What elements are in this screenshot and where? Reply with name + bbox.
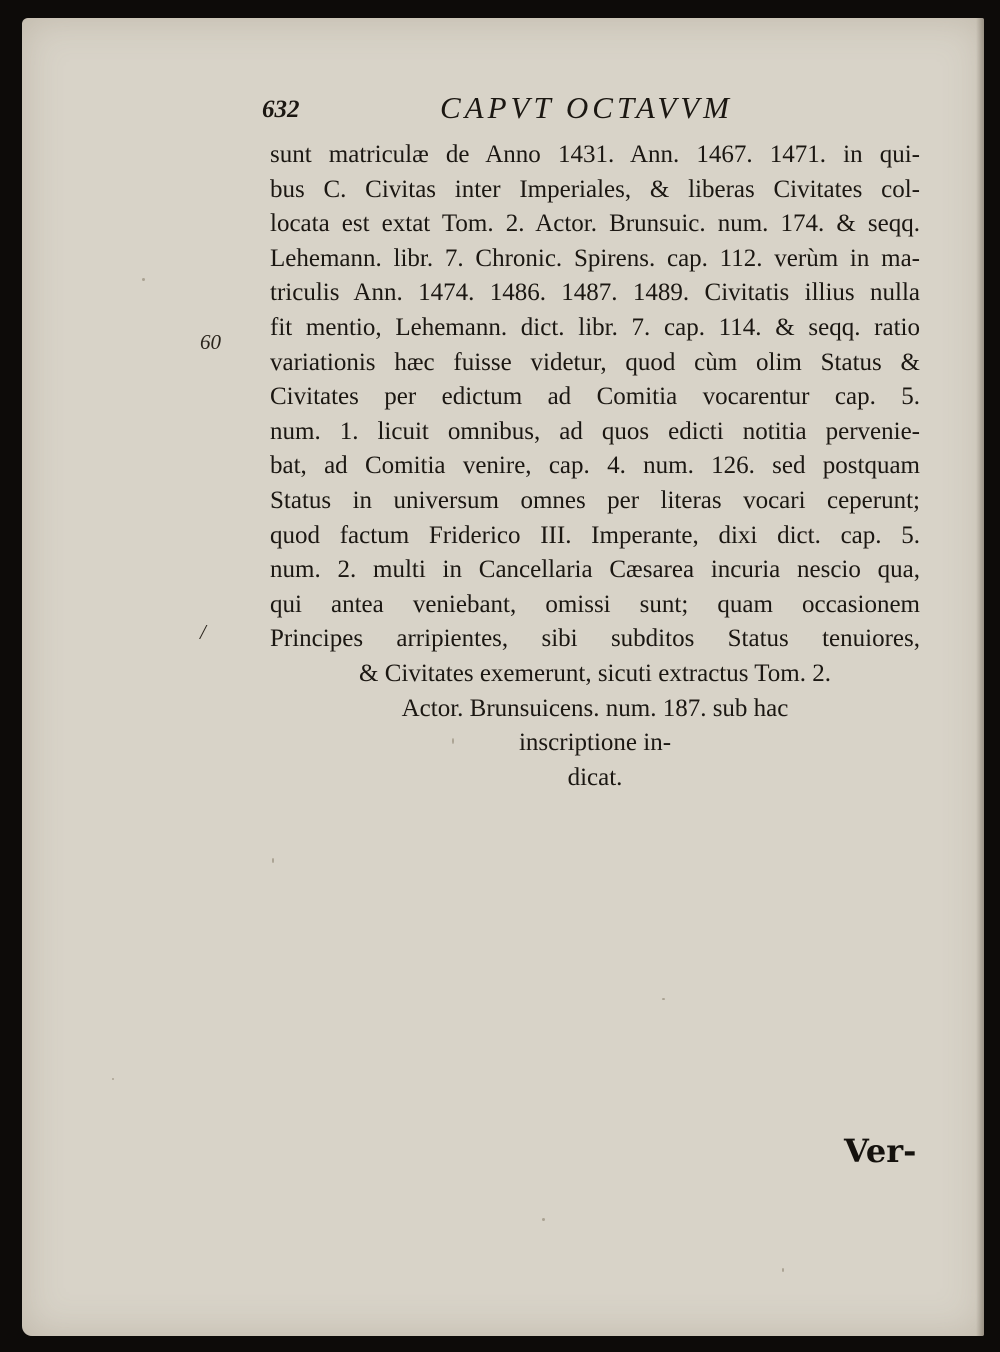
text-line: Lehemann. libr. 7. Chronic. Spirens. cap. 112. verùm in ma-: [270, 244, 920, 272]
text-line: triculis Ann. 1474. 1486. 1487. 1489. Civitatis illius nulla: [270, 279, 920, 307]
text-line: Principes arripientes, sibi subditos Status tenuiores,: [270, 625, 920, 653]
margin-note-number: 60: [200, 330, 221, 354]
text-line: bat, ad Comitia venire, cap. 4. num. 126. sed postquam: [270, 452, 920, 480]
paper-fleck: [542, 1218, 545, 1221]
book-page: [22, 18, 984, 1336]
text-line: qui antea veniebant, omissi sunt; quam occasionem: [270, 590, 920, 618]
margin-note-mark: /: [200, 620, 206, 644]
body-text: [270, 138, 920, 795]
page-header: [262, 90, 782, 130]
page-edge-shadow: [976, 18, 984, 1336]
paper-fleck: [782, 1268, 784, 1272]
text-line: num. 1. licuit omnibus, ad quos edicti notitia pervenie-: [270, 417, 920, 445]
text-line: num. 2. multi in Cancellaria Cæsarea incuria nescio qua,: [270, 556, 920, 584]
page-number: 632: [262, 96, 300, 123]
text-line: bus C. Civitas inter Imperiales, & liberas Civitates col-: [270, 175, 920, 203]
running-head: CAPVT OCTAVVM: [440, 90, 734, 125]
text-line: dicat.: [567, 763, 623, 791]
text-line: variationis hæc fuisse videtur, quod cùm olim Status &: [270, 348, 920, 376]
text-line: & Civitates exemerunt, sicuti extractus Tom. 2.: [359, 659, 831, 687]
paper-fleck: [272, 858, 274, 863]
paper-fleck: [142, 278, 145, 281]
text-line: Actor. Brunsuicens. num. 187. sub hac: [401, 694, 789, 722]
text-line: inscriptione in-: [518, 729, 672, 757]
text-line: sunt matriculæ de Anno 1431. Ann. 1467. 1471. in qui-: [270, 141, 920, 168]
text-line: Status in universum omnes per literas vocari ceperunt;: [270, 486, 920, 514]
text-line: Civitates per edictum ad Comitia vocarentur cap. 5.: [270, 383, 920, 411]
catchword: Ver-: [844, 1132, 917, 1170]
text-line: quod factum Friderico III. Imperante, dixi dict. cap. 5.: [270, 521, 920, 549]
paper-fleck: [662, 998, 665, 1000]
paper-fleck: [112, 1078, 114, 1080]
text-line: locata est extat Tom. 2. Actor. Brunsuic. num. 174. & seqq.: [270, 210, 920, 238]
text-line: fit mentio, Lehemann. dict. libr. 7. cap. 114. & seqq. ratio: [270, 313, 920, 341]
